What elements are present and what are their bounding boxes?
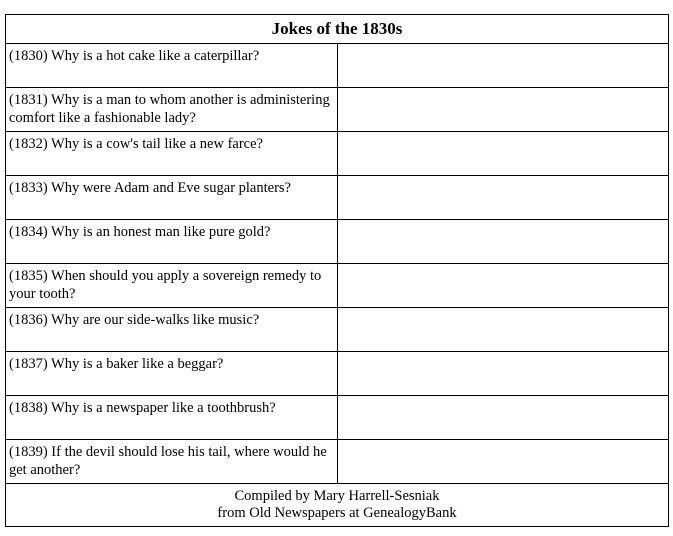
- answer-cell: [337, 440, 669, 484]
- table-row: [6, 132, 669, 176]
- title-row: [6, 15, 669, 44]
- table-row: [6, 352, 669, 396]
- question-cell: (1835) When should you apply a sovereign remedy to your tooth?: [6, 264, 338, 308]
- question-cell: (1836) Why are our side-walks like music?: [6, 308, 338, 352]
- table-row: [6, 440, 669, 484]
- table-row: [6, 88, 669, 132]
- table-title: Jokes of the 1830s: [6, 15, 669, 44]
- footer-compiled-by: Compiled by Mary Harrell-Sesniak: [234, 487, 440, 504]
- answer-cell: [337, 264, 669, 308]
- table-row: [6, 176, 669, 220]
- question-cell: (1832) Why is a cow's tail like a new farce?: [6, 132, 338, 176]
- footer-source: from Old Newspapers at GenealogyBank: [217, 505, 457, 521]
- question-cell: (1839) If the devil should lose his tail, where would he get another?: [6, 440, 338, 484]
- table-row: [6, 264, 669, 308]
- question-cell: (1831) Why is a man to whom another is administering comfort like a fashionable lady?: [6, 88, 338, 132]
- table-row: [6, 396, 669, 440]
- question-cell: (1837) Why is a baker like a beggar?: [6, 352, 338, 396]
- question-cell: (1830) Why is a hot cake like a caterpillar?: [6, 44, 338, 88]
- footer-row: [6, 484, 669, 527]
- question-cell: (1838) Why is a newspaper like a toothbrush?: [6, 396, 338, 440]
- jokes-table: [5, 14, 669, 527]
- answer-cell: [337, 176, 669, 220]
- answer-cell: [337, 352, 669, 396]
- answer-cell: [337, 308, 669, 352]
- answer-cell: [337, 220, 669, 264]
- question-cell: (1833) Why were Adam and Eve sugar planters?: [6, 176, 338, 220]
- answer-cell: [337, 396, 669, 440]
- answer-cell: [337, 132, 669, 176]
- answer-cell: [337, 88, 669, 132]
- answer-cell: [337, 44, 669, 88]
- table-row: [6, 220, 669, 264]
- question-cell: (1834) Why is an honest man like pure gold?: [6, 220, 338, 264]
- table-row: [6, 44, 669, 88]
- table-row: [6, 308, 669, 352]
- table-footer: [6, 484, 669, 527]
